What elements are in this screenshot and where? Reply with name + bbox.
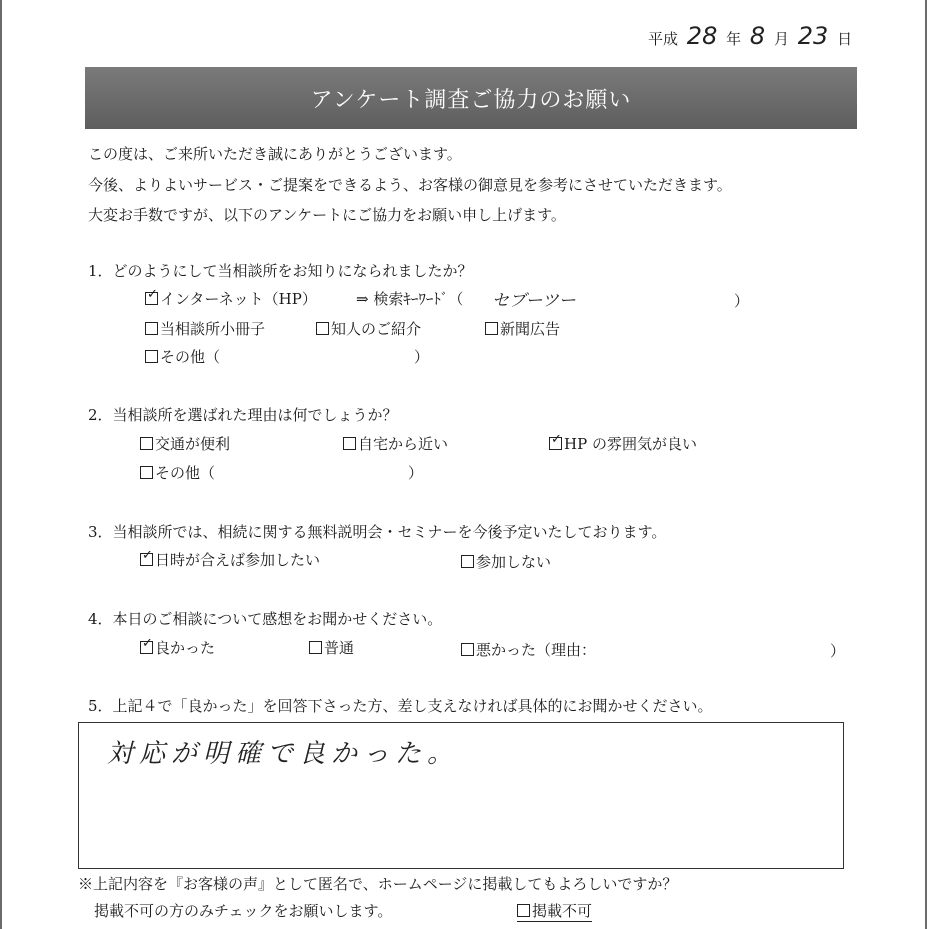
q1-keyword-value[interactable]: セブーツー — [492, 291, 576, 311]
footer-option-deny[interactable]: 掲載不可 — [517, 900, 592, 922]
q2-option-home[interactable]: 自宅から近い — [343, 433, 448, 454]
checkbox-icon[interactable] — [145, 350, 158, 363]
q4-option-normal[interactable]: 普通 — [309, 637, 354, 658]
checkbox-icon[interactable] — [461, 555, 474, 568]
date-month-unit: 月 — [773, 30, 789, 48]
q1-keyword-close: ） — [734, 292, 750, 310]
title-banner — [85, 67, 857, 129]
date-year-unit: 年 — [726, 30, 742, 48]
q5-answer-box[interactable] — [78, 722, 844, 869]
date-line — [648, 22, 852, 50]
page-border-left — [0, 0, 2, 929]
q1-other-close: ） — [414, 348, 430, 366]
intro-line-3: 大変お手数ですが、以下のアンケートにご協力をお願い申し上げます。 — [88, 206, 566, 224]
q1-option-other[interactable]: その他（ — [145, 346, 220, 367]
checkbox-checked-icon[interactable] — [140, 641, 153, 654]
q3-question: 3．当相談所では、相続に関する無料説明会・セミナーを今後予定いたしております。 — [88, 523, 667, 541]
date-year[interactable]: 28 — [686, 22, 718, 50]
checkbox-icon[interactable] — [145, 322, 158, 335]
q1-keyword-label: ⇒ 検索ｷｰﾜｰﾄﾞ（ — [356, 290, 464, 308]
footer-note: ※上記内容を『お客様の声』として匿名で、ホームページに掲載してもよろしいですか？ — [78, 875, 678, 893]
date-era: 平成 — [648, 30, 679, 48]
checkbox-icon[interactable] — [485, 322, 498, 335]
checkbox-icon[interactable] — [517, 904, 530, 917]
q4-bad-close: ） — [830, 642, 846, 660]
q4-option-good[interactable]: ✓良かった — [140, 637, 215, 658]
checkbox-icon[interactable] — [140, 437, 153, 450]
q2-other-close: ） — [408, 464, 424, 482]
checkbox-icon[interactable] — [343, 437, 356, 450]
intro-line-1: この度は、ご来所いただき誠にありがとうございます。 — [88, 145, 462, 163]
q5-answer-text: 対応が明確で良かった。 — [107, 739, 460, 769]
date-day[interactable]: 23 — [797, 22, 829, 50]
q3-option-join[interactable]: ✓日時が合えば参加したい — [140, 549, 320, 570]
checkbox-checked-icon[interactable] — [549, 437, 562, 450]
q4-option-bad[interactable]: 悪かった（理由： — [461, 639, 596, 660]
page-title: アンケート調査ご協力のお願い — [310, 87, 632, 113]
q2-option-transport[interactable]: 交通が便利 — [140, 433, 230, 454]
q1-option-referral[interactable]: 知人のご紹介 — [316, 318, 421, 339]
q2-option-hp[interactable]: ✓ HP の雰囲気が良い — [549, 433, 697, 454]
checkbox-icon[interactable] — [309, 641, 322, 654]
checkbox-checked-icon[interactable] — [145, 292, 158, 305]
q1-question: 1．どのようにして当相談所をお知りになられましたか？ — [88, 262, 473, 280]
q3-option-no[interactable]: 参加しない — [461, 551, 551, 572]
q2-option-other[interactable]: その他（ — [140, 462, 215, 483]
q1-option-internet[interactable]: ✓インターネット（HP） — [145, 288, 317, 309]
checkbox-icon[interactable] — [461, 643, 474, 656]
date-day-unit: 日 — [837, 30, 853, 48]
checkbox-checked-icon[interactable] — [140, 553, 153, 566]
q4-question: 4．本日のご相談について感想をお聞かせください。 — [88, 610, 443, 628]
intro-line-2: 今後、よりよいサービス・ご提案をできるよう、お客様の御意見を参考にさせていただきます。 — [88, 176, 732, 194]
checkbox-icon[interactable] — [140, 466, 153, 479]
q1-option-booklet[interactable]: 当相談所小冊子 — [145, 318, 265, 339]
footer-note-2: 掲載不可の方のみチェックをお願いします。 — [94, 902, 393, 920]
checkbox-icon[interactable] — [316, 322, 329, 335]
q2-question: 2．当相談所を選ばれた理由は何でしょうか？ — [88, 406, 398, 424]
q5-question: 5．上記４で「良かった」を回答下さった方、差し支えなければ具体的にお聞かせください。 — [88, 697, 713, 715]
q1-option-newspaper[interactable]: 新聞広告 — [485, 318, 560, 339]
date-month[interactable]: 8 — [749, 22, 766, 50]
